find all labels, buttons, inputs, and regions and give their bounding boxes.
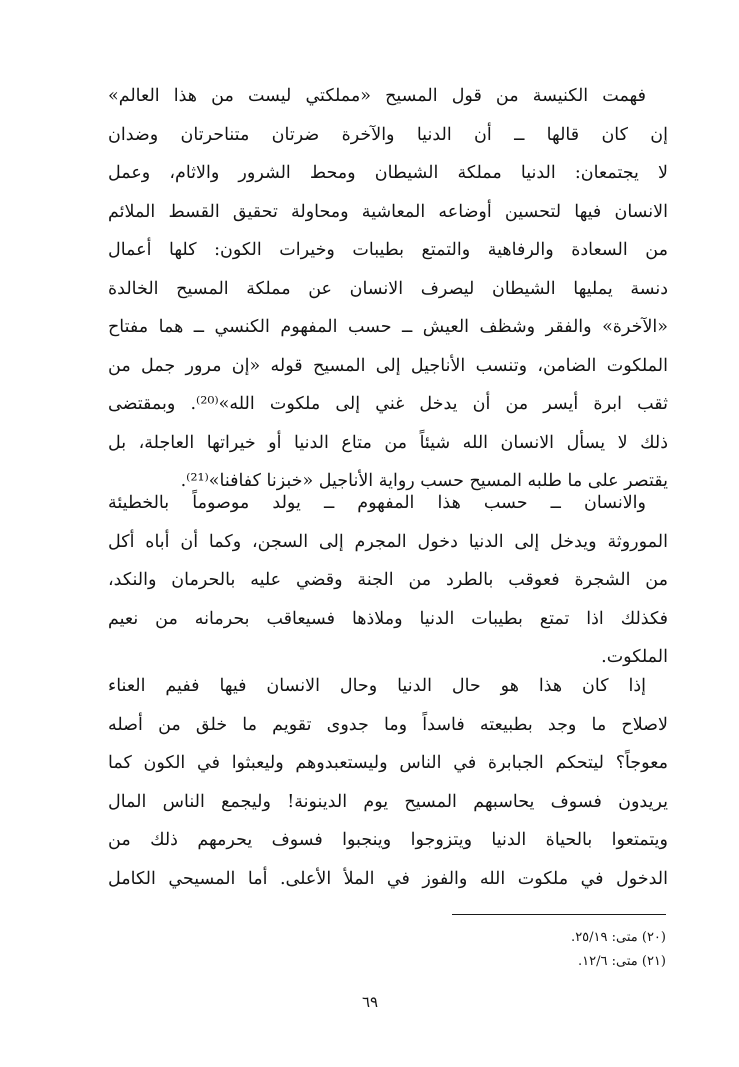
text-line: لاصلاح ما وجد بطبيعته فاسداً وما جدوى تقويم ما خلق من أصله	[108, 714, 668, 735]
text-line: معوجاً؟ ليتحكم الجبابرة في الناس وليستعبدوهم وليعبثوا في الكون كما	[108, 753, 668, 773]
text-line: الدخول في ملكوت الله والفوز في الملأ الأعلى. أما المسيحي الكامل	[108, 868, 668, 889]
paragraph-2	[108, 484, 668, 677]
text-line: الموروثة ويدخل إلى الدنيا دخول المجرم إلى السجن، وكما أن أباه أكل	[108, 531, 668, 552]
text-line: يريدون فسوف يحاسبهم المسيح يوم الدينونة! وليجمع الناس المال	[108, 791, 668, 812]
text-line: ذلك لا يسأل الانسان الله شيئاً من متاع الدنيا أو خيراتها العاجلة، بل	[108, 432, 668, 453]
text-line: لا يجتمعان: الدنيا مملكة الشيطان ومحط الشرور والاثام، وعمل	[108, 163, 668, 183]
paragraph-1	[108, 77, 668, 501]
text-line: ويتمتعوا بالحياة الدنيا ويتزوجوا وينجبوا فسوف يحرمهم ذلك من	[108, 830, 668, 850]
text-line: يقتصر على ما طلبه المسيح حسب رواية الأناجيل «خبزنا كفافنا»⁽²¹⁾.	[180, 471, 668, 491]
text-line: فكذلك اذا تمتع بطيبات الدنيا وملاذها فسيعاقب بحرمانه من نعيم	[108, 608, 668, 629]
footnote-21: (٢١) متى: ١٢/٦.	[578, 954, 666, 969]
footnotes	[300, 926, 666, 974]
text-line: دنسة يمليها الشيطان ليصرف الانسان عن مملكة المسيح الخالدة	[108, 278, 668, 299]
text-line: الانسان فيها لتحسين أوضاعه المعاشية ومحاولة تحقيق القسط الملائم	[108, 201, 668, 222]
text-line: والانسان ــ حسب هذا المفهوم ــ يولد موصوماً بالخطيئة	[108, 493, 646, 513]
text-line: إن كان قالها ــ أن الدنيا والآخرة ضرتان متناحرتان وضدان	[108, 124, 668, 145]
paragraph-3	[108, 667, 668, 898]
text-line: ثقب ابرة أيسر من أن يدخل غني إلى ملكوت الله»⁽²⁰⁾. وبمقتضى	[108, 394, 668, 414]
text-line: فهمت الكنيسة من قول المسيح «مملكتي ليست من هذا العالم»	[108, 86, 646, 106]
text-line: إذا كان هذا هو حال الدنيا وحال الانسان فيها ففيم العناء	[108, 676, 646, 696]
text-line: من الشجرة فعوقب بالطرد من الجنة وقضي عليه بالحرمان والنكد،	[108, 570, 668, 590]
footnote-divider	[452, 914, 666, 915]
text-line: «الآخرة» والفقر وشظف العيش ــ حسب المفهوم الكنسي ــ هما مفتاح	[108, 317, 668, 337]
footnote-20: (٢٠) متى: ٢٥/١٩.	[571, 930, 666, 945]
text-line: من السعادة والرفاهية والتمتع بطيبات وخيرات الكون: كلها أعمال	[108, 240, 668, 260]
page-number: ٦٩	[361, 993, 379, 1011]
text-line: الملكوت الضامن، وتنسب الأناجيل إلى المسيح قوله «إن مرور جمل من	[108, 355, 668, 376]
text-line: الملكوت.	[601, 647, 668, 667]
